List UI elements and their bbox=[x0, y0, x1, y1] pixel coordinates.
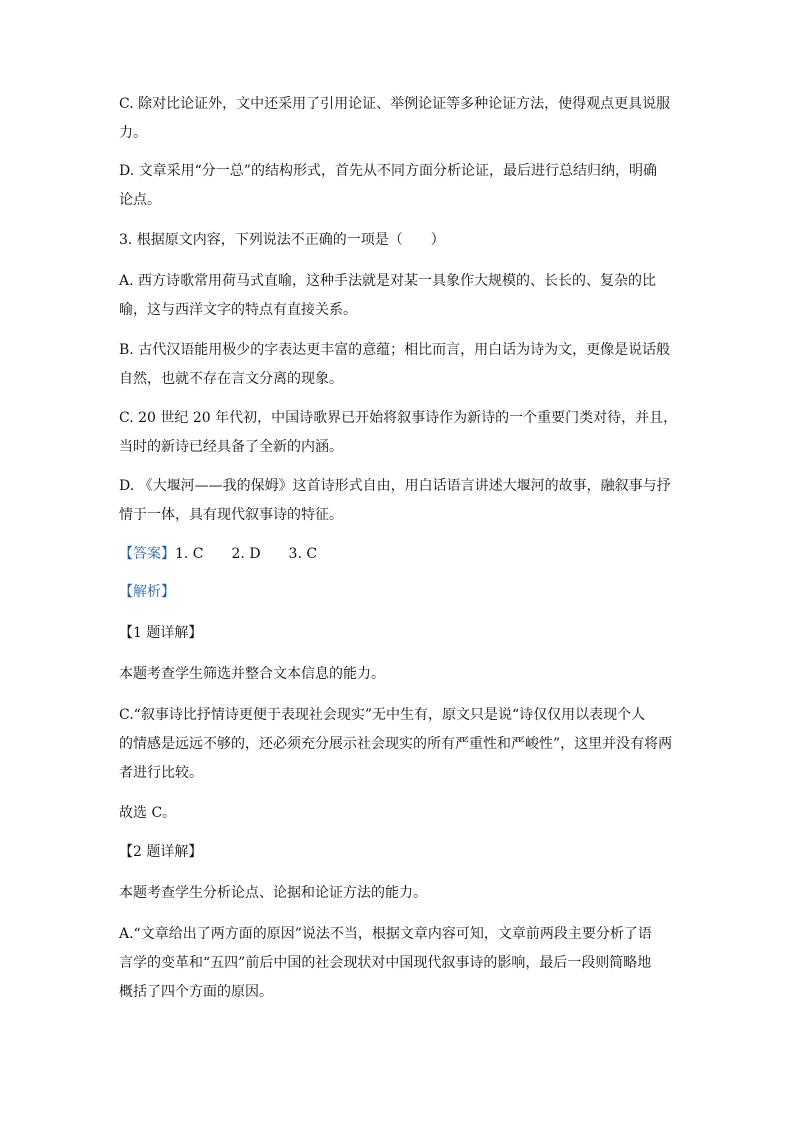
text-line: 故选 C。 bbox=[119, 805, 177, 821]
text-line: A.“文章给出了两方面的原因”说法不当，根据文章内容可知，文章前两段主要分析了语 bbox=[119, 926, 652, 942]
q3-option-c bbox=[119, 404, 679, 462]
text-line: 情于一体，具有现代叙事诗的特征。 bbox=[119, 507, 343, 523]
text-line: 概括了四个方面的原因。 bbox=[119, 984, 273, 1000]
text-line: D. 《大堰河——我的保姆》这首诗形式自由，用白话语言讲述大堰河的故事，融叙事与抒 bbox=[119, 478, 671, 494]
question-text: 3. 根据原文内容，下列说法不正确的一项是（ ） bbox=[119, 232, 445, 248]
text-line: B. 古代汉语能用极少的字表达更丰富的意蕴；相比而言，用白话为诗为文，更像是说话般 bbox=[119, 342, 671, 358]
text-line: D. 文章采用“分一总”的结构形式，首先从不同方面分析论证，最后进行总结归纳，明确 bbox=[119, 163, 657, 179]
text-line: 喻，这与西洋文字的特点有直接关系。 bbox=[119, 302, 357, 318]
question-3 bbox=[119, 226, 679, 255]
text-line: 自然，也就不存在言文分离的现象。 bbox=[119, 371, 343, 387]
detail-2-intro bbox=[119, 879, 679, 908]
q3-option-b bbox=[119, 336, 679, 394]
detail-1-explanation bbox=[119, 701, 679, 788]
text-line: C.“叙事诗比抒情诗更便于表现社会现实”无中生有，原文只是说“诗仅仅用以表现个人 bbox=[119, 707, 646, 723]
analysis-heading bbox=[119, 578, 679, 607]
answer-tag: 【答案】 bbox=[119, 546, 175, 562]
answer-text: 1. C 2. D 3. C bbox=[175, 546, 318, 562]
text-line: 论点。 bbox=[119, 192, 161, 208]
answer-line bbox=[119, 540, 679, 569]
option-d-paragraph bbox=[119, 157, 679, 215]
text-line: 力。 bbox=[119, 125, 147, 141]
detail-1-intro bbox=[119, 660, 679, 689]
detail-2-heading bbox=[119, 838, 679, 867]
analysis-tag: 【解析】 bbox=[119, 584, 175, 600]
text-line: 当时的新诗已经具备了全新的内涵。 bbox=[119, 439, 343, 455]
detail-1-heading bbox=[119, 619, 679, 648]
text-line: 者进行比较。 bbox=[119, 765, 203, 781]
text-line: 本题考查学生筛选并整合文本信息的能力。 bbox=[119, 666, 385, 682]
detail-2-tag: 【2 题详解】 bbox=[119, 844, 203, 860]
text-line: C. 除对比论证外，文中还采用了引用论证、举例论证等多种论证方法，使得观点更具说服 bbox=[119, 96, 671, 112]
text-line: A. 西方诗歌常用荷马式直喻，这种手法就是对某一具象作大规模的、长长的、复杂的比 bbox=[119, 273, 657, 289]
text-line: 言学的变革和“五四”前后中国的社会现状对中国现代叙事诗的影响，最后一段则简略地 bbox=[119, 955, 652, 971]
detail-1-tag: 【1 题详解】 bbox=[119, 625, 203, 641]
detail-1-choice bbox=[119, 799, 679, 828]
q3-option-a bbox=[119, 267, 679, 325]
text-line: 的情感是远远不够的，还必须充分展示社会现实的所有严重性和严峻性”，这里并没有将两 bbox=[119, 736, 673, 752]
text-line: 本题考查学生分析论点、论据和论证方法的能力。 bbox=[119, 885, 427, 901]
option-c-paragraph bbox=[119, 90, 679, 148]
text-line: C. 20 世纪 20 年代初，中国诗歌界已开始将叙事诗作为新诗的一个重要门类对待，并且， bbox=[119, 410, 678, 426]
q3-option-d bbox=[119, 472, 679, 530]
detail-2-explanation bbox=[119, 920, 679, 1007]
